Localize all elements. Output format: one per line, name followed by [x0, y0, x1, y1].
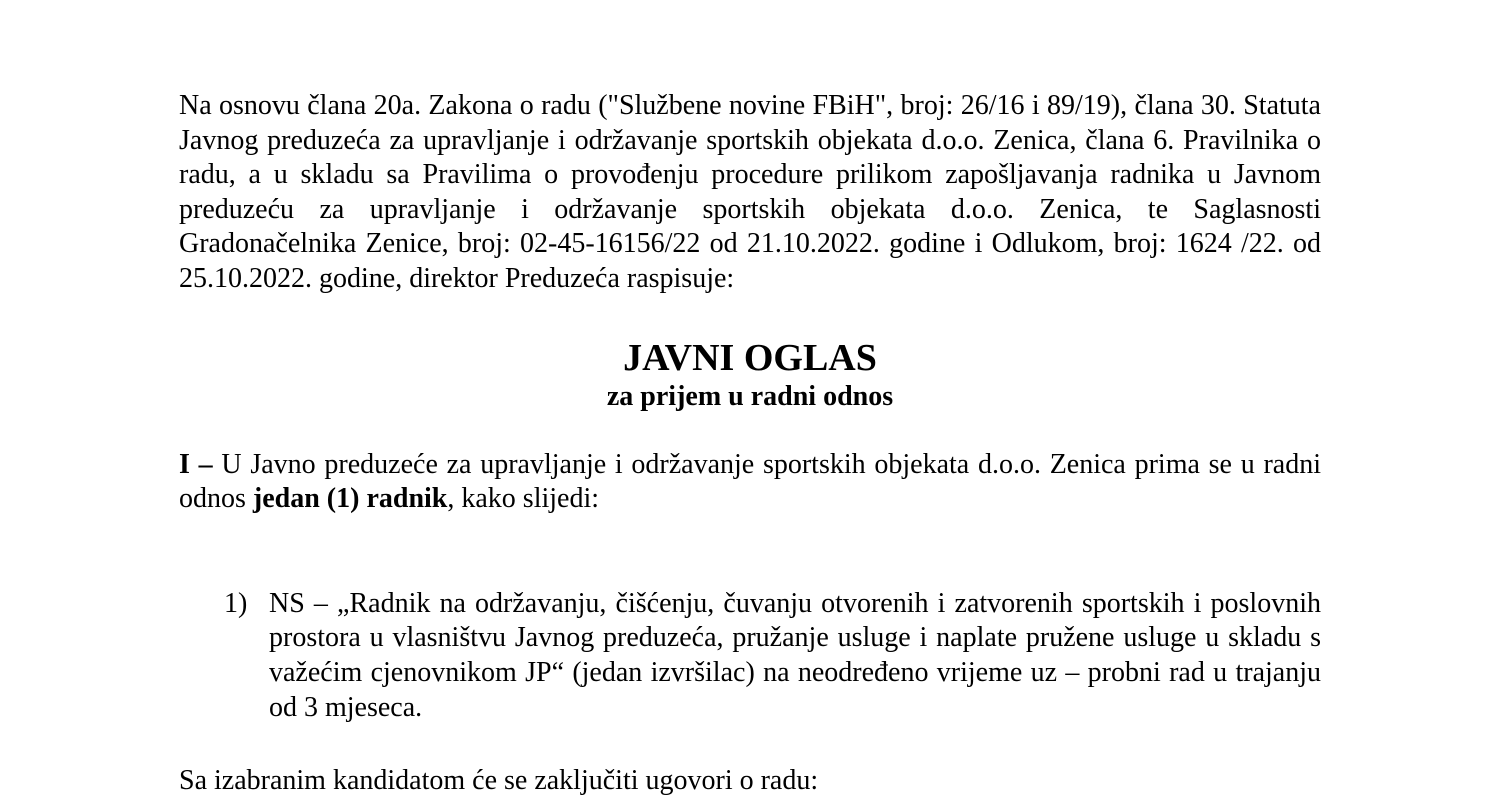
section-label: I –	[179, 448, 213, 480]
list-item-text: NS – „Radnik na održavanju, čišćenju, čuvanju otvorenih i zatvorenih sportskih i poslovnih prostora u vlasništvu Javnog preduzeća, pružanje usluge i naplate pružene usluge u skladu s važećim cjenovnikom JP“ (jedan izvršilac) na neodređeno vrijeme uz – probni rad u trajanju od 3 mjeseca.	[269, 587, 1321, 723]
section-text-after: , kako slijedi:	[447, 483, 600, 515]
section-bold-count: jedan (1) radnik	[252, 483, 448, 515]
document-title: JAVNI OGLAS	[623, 336, 877, 379]
list-item-number: 1)	[224, 587, 248, 619]
document-page	[179, 89, 1321, 799]
title-block	[179, 336, 1321, 414]
section-one-paragraph	[179, 448, 1321, 517]
intro-paragraph: Na osnovu člana 20a. Zakona o radu ("Službene novine FBiH", broj: 26/16 i 89/19), člana 30. Statuta Javnog preduzeća za upravljanje i održavanje sportskih objekata d.o.o. Zenica, člana 6. Pravilnika o radu, a u skladu sa Pravilima o provođenju procedure prilikom zapošljavanja radnika u Javnom preduzeću za upravljanje i održavanje sportskih objekata d.o.o. Zenica, te Saglasnosti Gradonačelnika Zenice, broj: 02-45-16156/22 od 21.10.2022. godine i Odlukom, broj: 1624 /22. od 25.10.2022. godine, direktor Preduzeća raspisuje:	[179, 90, 1321, 294]
document-subtitle: za prijem u radni odnos	[606, 380, 894, 412]
closing-paragraph: Sa izabranim kandidatom će se zaključiti ugovori o radu:	[179, 765, 819, 797]
list-item	[179, 587, 1321, 725]
section-text-before: U Javno preduzeće za upravljanje i održavanje sportskih objekata d.o.o. Zenica prima se u radni odnos	[179, 448, 1321, 515]
